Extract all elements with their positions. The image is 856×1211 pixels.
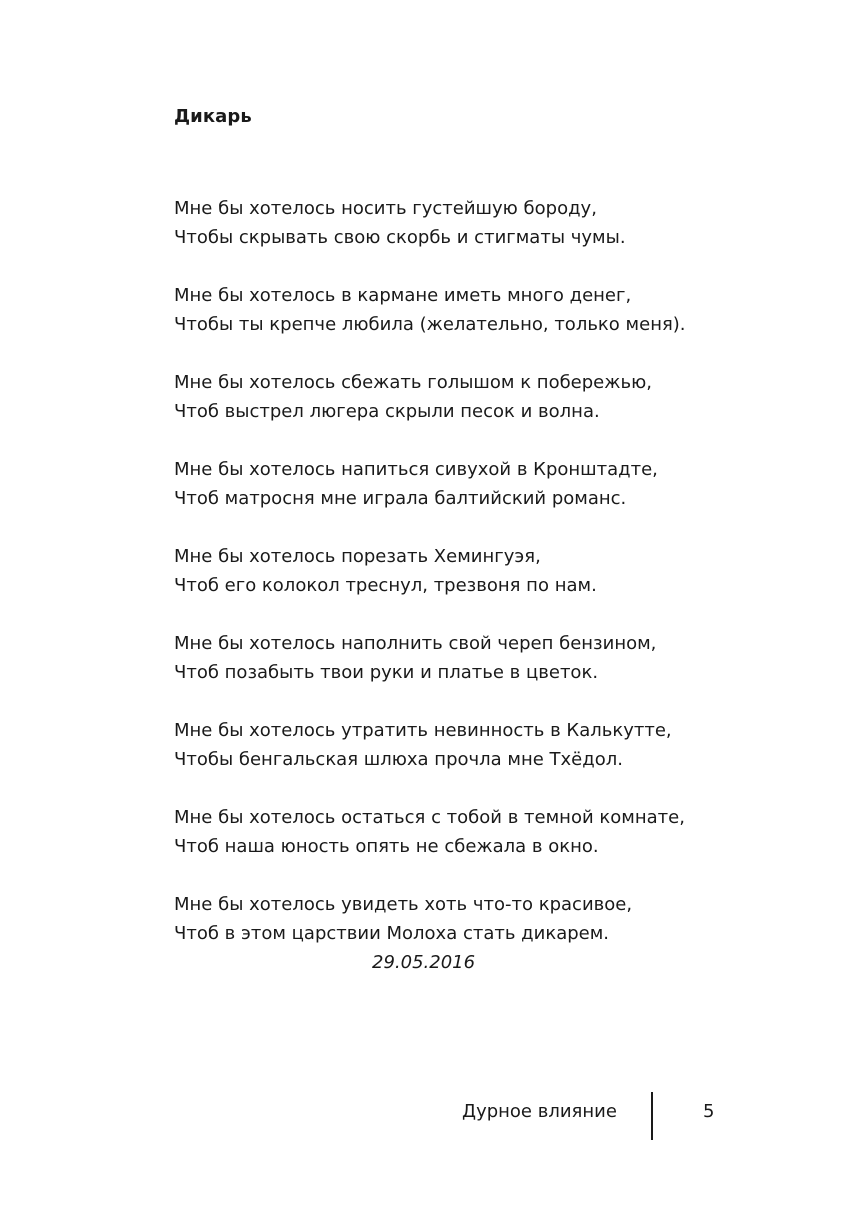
stanza-5 [174, 542, 794, 600]
stanza-7 [174, 716, 794, 774]
poem-line: Чтоб выстрел люгера скрыли песок и волна. [174, 401, 600, 422]
poem-line: Чтобы бенгальская шлюха прочла мне Тхёдол. [174, 749, 623, 770]
stanza-1 [174, 194, 794, 252]
poem-line: Чтобы скрывать свою скорбь и стигматы чумы. [174, 227, 626, 248]
poem-line: Мне бы хотелось носить густейшую бороду, [174, 198, 597, 219]
poem-body [174, 194, 794, 977]
stanza-9 [174, 890, 794, 948]
poem-line: Мне бы хотелось остаться с тобой в темной комнате, [174, 807, 685, 828]
page-number: 5 [703, 1101, 715, 1122]
poem-date: 29.05.2016 [372, 952, 476, 973]
poem-line: Чтоб его колокол треснул, трезвоня по нам. [174, 575, 597, 596]
poem-line: Мне бы хотелось порезать Хемингуэя, [174, 546, 541, 567]
footer-book-title: Дурное влияние [462, 1101, 617, 1122]
stanza-6 [174, 629, 794, 687]
stanza-3 [174, 368, 794, 426]
poem-line: Чтоб матросня мне играла балтийский романс. [174, 488, 627, 509]
poem-title: Дикарь [174, 106, 252, 127]
poem-line: Мне бы хотелось наполнить свой череп бензином, [174, 633, 657, 654]
poem-line: Чтоб наша юность опять не сбежала в окно. [174, 836, 599, 857]
poem-line: Мне бы хотелось напиться сивухой в Кронштадте, [174, 459, 658, 480]
poem-line: Чтоб в этом царствии Молоха стать дикарем. [174, 923, 610, 944]
stanza-8 [174, 803, 794, 861]
poem-line: Мне бы хотелось увидеть хоть что-то красивое, [174, 894, 633, 915]
poem-line: Мне бы хотелось сбежать голышом к побережью, [174, 372, 652, 393]
poem-line: Чтобы ты крепче любила (желательно, только меня). [174, 314, 686, 335]
poem-line: Мне бы хотелось утратить невинность в Калькутте, [174, 720, 672, 741]
stanza-4 [174, 455, 794, 513]
poem-line: Чтоб позабыть твои руки и платье в цветок. [174, 662, 599, 683]
poem-line: Мне бы хотелось в кармане иметь много денег, [174, 285, 632, 306]
stanza-2 [174, 281, 794, 339]
footer-divider [651, 1092, 653, 1140]
